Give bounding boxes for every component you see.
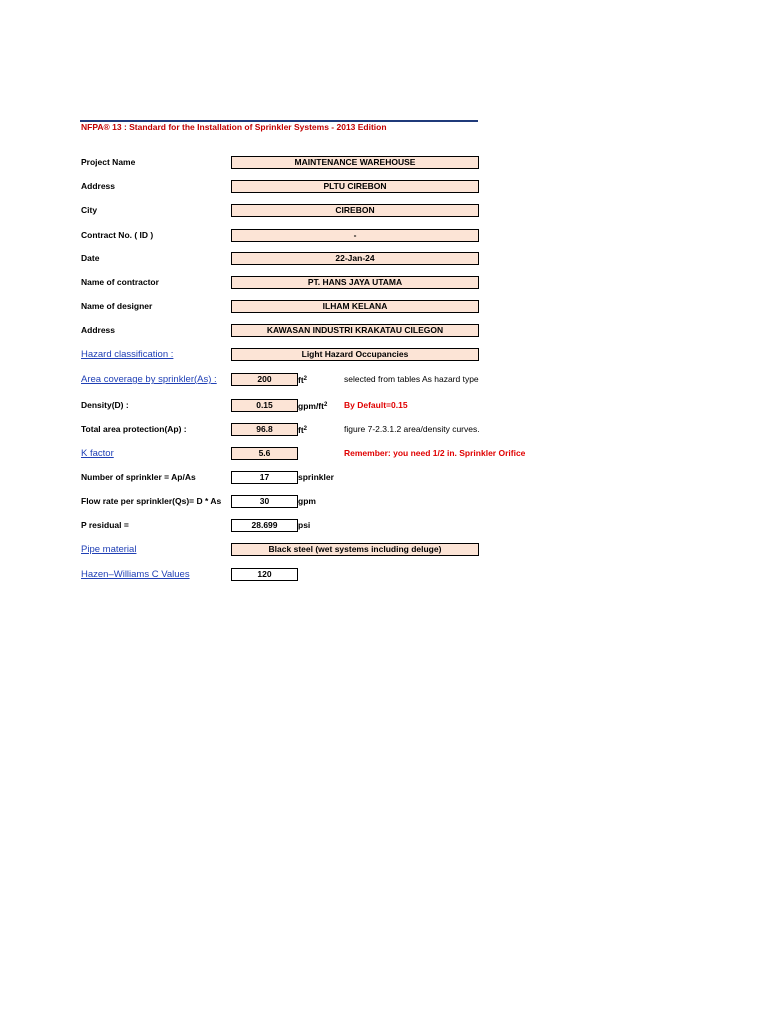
total-area-value[interactable]: 96.8 — [231, 423, 298, 436]
hazen-williams-link[interactable]: Hazen–Williams C Values — [81, 569, 190, 580]
city-row — [0, 204, 768, 217]
area-coverage-unit-exponent: 2 — [303, 376, 308, 382]
density-unit-text: gpm/ft — [298, 401, 324, 411]
flow-rate-row — [0, 495, 768, 508]
total-area-unit-exponent: 2 — [303, 426, 308, 432]
density-note: By Default=0.15 — [344, 400, 408, 410]
area-coverage-unit — [298, 373, 307, 386]
area-coverage-note: selected from tables As hazard type — [344, 374, 479, 384]
flow-rate-value[interactable]: 30 — [231, 495, 298, 508]
area-coverage-label[interactable]: Area coverage by sprinkler(As) : — [81, 374, 217, 385]
total-area-row — [0, 423, 768, 436]
density-row — [0, 399, 768, 412]
number-of-sprinkler-unit — [298, 471, 334, 484]
city-value[interactable]: CIREBON — [231, 204, 479, 217]
p-residual-row — [0, 519, 768, 532]
density-unit-exponent: 2 — [323, 402, 328, 408]
p-residual-unit — [298, 519, 310, 532]
density-value[interactable]: 0.15 — [231, 399, 298, 412]
hazen-williams-value[interactable]: 120 — [231, 568, 298, 581]
designer-address-row — [0, 324, 768, 337]
address-label: Address — [81, 181, 116, 191]
number-of-sprinkler-label: Number of sprinkler = Ap/As — [81, 472, 196, 482]
density-label: Density(D) : — [81, 400, 129, 410]
address-row — [0, 180, 768, 193]
flow-rate-unit — [298, 495, 316, 508]
k-factor-label[interactable]: K factor — [81, 448, 114, 459]
date-row — [0, 252, 768, 265]
designer-address-value[interactable]: KAWASAN INDUSTRI KRAKATAU CILEGON — [231, 324, 479, 337]
density-unit — [298, 399, 327, 412]
total-area-label: Total area protection(Ap) : — [81, 424, 187, 434]
contract-no-row — [0, 229, 768, 242]
k-factor-value[interactable]: 5.6 — [231, 447, 298, 460]
area-coverage-row — [0, 373, 768, 386]
flow-rate-label: Flow rate per sprinkler(Qs)= D * As — [81, 496, 222, 506]
p-residual-unit-text: psi — [298, 520, 311, 530]
contractor-label: Name of contractor — [81, 277, 159, 287]
designer-value[interactable]: ILHAM KELANA — [231, 300, 479, 313]
address-value[interactable]: PLTU CIREBON — [231, 180, 479, 193]
hazard-classification-link[interactable]: Hazard classification : — [81, 349, 174, 360]
pipe-material-link[interactable]: Pipe material — [81, 544, 137, 555]
total-area-unit-text: ft — [298, 425, 304, 435]
contractor-row — [0, 276, 768, 289]
flow-rate-unit-text: gpm — [298, 496, 316, 506]
designer-address-label: Address — [81, 325, 116, 335]
hazen-row — [0, 568, 768, 581]
pipe-material-value[interactable]: Black steel (wet systems including deluge) — [231, 543, 479, 556]
k-factor-row — [0, 447, 768, 460]
designer-row — [0, 300, 768, 313]
number-of-sprinkler-unit-text: sprinkler — [298, 472, 334, 482]
total-area-note: figure 7-2.3.1.2 area/density curves. — [344, 424, 480, 434]
k-factor-note: Remember: you need 1/2 in. Sprinkler Orifice — [344, 448, 526, 458]
pipe-row — [0, 543, 768, 556]
hazard-classification-value[interactable]: Light Hazard Occupancies — [231, 348, 479, 361]
project-name-row — [0, 156, 768, 169]
number-of-sprinkler-value[interactable]: 17 — [231, 471, 298, 484]
designer-label: Name of designer — [81, 301, 153, 311]
area-coverage-value[interactable]: 200 — [231, 373, 298, 386]
contract-no-label: Contract No. ( ID ) — [81, 230, 154, 240]
project-name-label: Project Name — [81, 157, 136, 167]
project-name-value[interactable]: MAINTENANCE WAREHOUSE — [231, 156, 479, 169]
contract-no-value[interactable]: - — [231, 229, 479, 242]
standard-title: NFPA® 13 : Standard for the Installation of Sprinkler Systems - 2013 Edition — [81, 122, 387, 132]
hazard-row — [0, 348, 768, 361]
date-value[interactable]: 22-Jan-24 — [231, 252, 479, 265]
city-label: City — [81, 205, 98, 215]
contractor-value[interactable]: PT. HANS JAYA UTAMA — [231, 276, 479, 289]
total-area-unit — [298, 423, 307, 436]
p-residual-label: P residual = — [81, 520, 129, 530]
date-label: Date — [81, 253, 100, 263]
area-coverage-unit-text: ft — [298, 375, 304, 385]
p-residual-value[interactable]: 28.699 — [231, 519, 298, 532]
number-of-sprinkler-row — [0, 471, 768, 484]
